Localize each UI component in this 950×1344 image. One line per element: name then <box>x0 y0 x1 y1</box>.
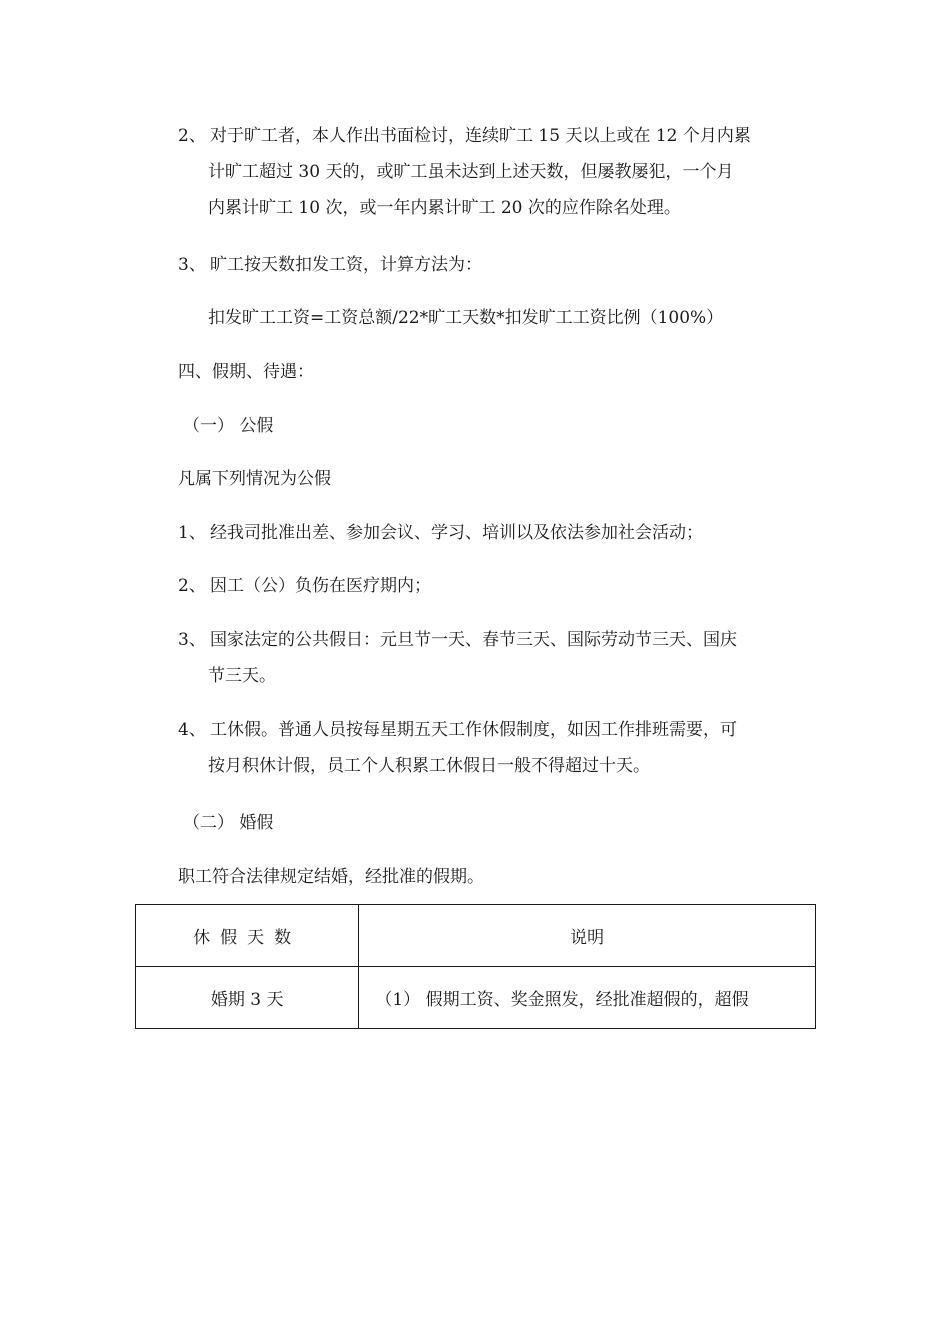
list-number: 4、 <box>178 720 206 740</box>
paragraph-line: 国家法定的公共假日：元旦节一天、春节三天、国际劳动节三天、国庆 <box>210 630 737 650</box>
deduction-formula: 扣发旷工工资=工资总额/22*旷工天数*扣发旷工工资比例（100%） <box>208 308 724 328</box>
marriage-leave-intro: 职工符合法律规定结婚，经批准的假期。 <box>178 867 484 887</box>
list-number: 1、 <box>178 523 206 543</box>
paragraph-line: 按月积休计假，员工个人积累工休假日一般不得超过十天。 <box>208 756 650 776</box>
absence-rule-item-2 <box>178 118 818 226</box>
absence-rule-item-3 <box>178 247 818 283</box>
marriage-leave-table <box>135 904 816 1029</box>
public-leave-item-2 <box>178 568 818 604</box>
table-cell <box>359 967 816 1029</box>
header-description: 说明 <box>570 928 605 948</box>
list-number: 2、 <box>178 576 206 596</box>
table-cell <box>136 967 359 1029</box>
paragraph-line: 对于旷工者，本人作出书面检讨，连续旷工 15 天以上或在 12 个月内累 <box>210 126 751 146</box>
leave-description-value: （1） 假期工资、奖金照发，经批准超假的，超假 <box>375 990 749 1010</box>
public-leave-item-4 <box>178 712 818 784</box>
paragraph-line: 节三天。 <box>208 666 276 686</box>
paragraph-line: 经我司批准出差、参加会议、学习、培训以及依法参加社会活动； <box>210 523 703 543</box>
paragraph-line: 因工（公）负伤在医疗期内； <box>210 576 431 596</box>
list-number: 2、 <box>178 126 206 146</box>
public-leave-intro: 凡属下列情况为公假 <box>178 469 331 489</box>
paragraph-line: 内累计旷工 10 次，或一年内累计旷工 20 次的应作除名处理。 <box>208 198 681 218</box>
table-row <box>136 967 816 1029</box>
leave-days-value: 婚期 3 天 <box>210 990 284 1010</box>
list-number: 3、 <box>178 255 206 275</box>
paragraph-line: 计旷工超过 30 天的，或旷工虽未达到上述天数，但屡教屡犯，一个月 <box>208 162 734 182</box>
subsection-heading: （二） 婚假 <box>183 813 274 833</box>
section-heading: 四、假期、待遇： <box>178 362 314 382</box>
paragraph-line: 工休假。普通人员按每星期五天工作休假制度，如因工作排班需要，可 <box>210 720 737 740</box>
subsection-heading: （一） 公假 <box>183 416 274 436</box>
public-leave-item-1 <box>178 515 818 551</box>
paragraph-line: 旷工按天数扣发工资，计算方法为： <box>210 255 482 275</box>
table-header-row <box>136 905 816 967</box>
public-leave-item-3 <box>178 622 818 694</box>
table-header-cell <box>359 905 816 967</box>
header-leave-days: 休假天数 <box>193 928 302 948</box>
table-header-cell <box>136 905 359 967</box>
list-number: 3、 <box>178 630 206 650</box>
